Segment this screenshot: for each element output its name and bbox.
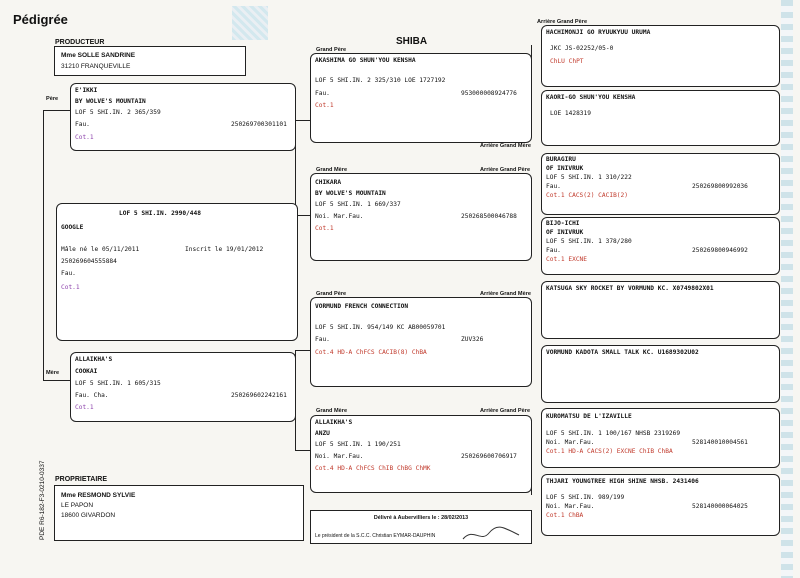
producer-name: Mme SOLLE SANDRINE <box>61 52 136 59</box>
producer-label: PRODUCTEUR <box>55 39 105 46</box>
label-agm-1: Arrière Grand Mère <box>480 143 531 149</box>
sire-lof: LOF 5 SHI.IN. 2 365/359 <box>75 109 161 116</box>
granddam-2-titles: HD-A ChFCS ChIB ChBG ChMK <box>337 465 431 472</box>
ggp2-cot: Cot.1 <box>546 192 565 199</box>
ggp4-name: KUROMATSU DE L'IZAVILLE <box>546 413 632 420</box>
ggm4-cot-line <box>546 513 583 519</box>
owner-label: PROPRIETAIRE <box>55 476 107 483</box>
label-grand-mere-2: Grand Mère <box>316 408 348 414</box>
ggp1-titles: ChLU ChPT <box>550 58 584 65</box>
label-agm-2: Arrière Grand Mère <box>480 291 531 297</box>
ggp2-chip: 250269800992036 <box>692 183 748 190</box>
granddam-1-chip: 250268500046788 <box>461 213 517 220</box>
ggm2-lof: LOF 5 SHI.IN. 1 378/280 <box>546 238 632 245</box>
ggp2-cot-line <box>546 193 628 199</box>
grandsire-1-color: Fau. <box>315 90 330 97</box>
page-title: Pédigrée <box>13 12 68 27</box>
ggp4-color: Noi. Mar.Fau. <box>546 439 595 446</box>
ggm2-chip: 250269800946992 <box>692 247 748 254</box>
label-pere: Père <box>46 96 59 102</box>
signature <box>461 525 521 543</box>
granddam-2-name-1: ALLAIKHA'S <box>315 419 353 426</box>
delivery-date: Délivré à Aubervilliers le : 28/02/2013 <box>373 515 469 521</box>
grandsire-1-name: AKASHIMA GO SHUN'YOU KENSHA <box>315 57 416 64</box>
ggm2-name-1: BIJO-ICHI <box>546 220 580 227</box>
ggp2-name-2: OF INIVRUK <box>546 165 584 172</box>
ggp4-cot: Cot.1 <box>546 448 565 455</box>
granddam-1-name-1: CHIKARA <box>315 179 342 186</box>
grandsire-2-card <box>310 297 532 387</box>
dam-color: Fau. Cha. <box>75 392 109 399</box>
subject-name: GOOGLE <box>61 224 84 231</box>
grandsire-2-titles: HD-A ChFCS CACIB(8) ChBA <box>337 349 427 356</box>
ggm4-name: THJARI YOUNGTREE HIGH SHINE NHSB. 2431406 <box>546 478 699 485</box>
ggp4-cot-line <box>546 449 673 455</box>
subject-card <box>56 203 298 341</box>
grandsire-2-cot: Cot.4 <box>315 349 334 356</box>
sire-name-1: E'IKKI <box>75 87 98 94</box>
grandsire-1-cot: Cot.1 <box>315 102 334 109</box>
owner-name: Mme RESMOND SYLVIE <box>61 492 136 499</box>
ggm1-lof: LOE 1428319 <box>550 110 591 117</box>
ggm2-name-2: OF INIVRUK <box>546 229 584 236</box>
label-mere: Mère <box>46 370 60 376</box>
granddam-2-cot: Cot.4 <box>315 465 334 472</box>
great-grandsire-1-card <box>541 25 780 87</box>
granddam-1-color: Noi. Mar.Fau. <box>315 213 364 220</box>
granddam-1-name-2: BY WOLVE'S MOUNTAIN <box>315 190 386 197</box>
president-line: Le président de la S.C.C. Christian EYMAR-DAUPHIN <box>315 533 436 539</box>
sire-chip: 250269700301101 <box>231 121 287 128</box>
label-grand-pere-2: Grand Père <box>316 291 347 297</box>
great-granddam-1-card <box>541 90 780 146</box>
great-grandsire-3-card <box>541 281 780 339</box>
dam-card <box>70 352 296 422</box>
subject-color: Fau. <box>61 270 76 277</box>
dam-chip: 250269602242161 <box>231 392 287 399</box>
granddam-2-lof: LOF 5 SHI.IN. 1 190/251 <box>315 441 401 448</box>
subject-lof: LOF 5 SHI.IN. 2990/448 <box>119 210 201 217</box>
ggp4-chip: 528140010004561 <box>692 439 748 446</box>
ggp2-titles: CACS(2) CACIB(2) <box>568 192 628 199</box>
producer-box <box>54 46 246 76</box>
granddam-2-name-2: ANZU <box>315 430 330 437</box>
ggp1-name: HACHIMONJI GO RYUUKYUU URUMA <box>546 29 651 36</box>
dam-cot: Cot.1 <box>75 404 94 411</box>
grandsire-2-color: Fau. <box>315 336 330 343</box>
subject-chip: 250269604555884 <box>61 258 117 265</box>
grandsire-2-cot-line <box>315 350 427 356</box>
owner-line-3: 18600 GIVARDON <box>61 512 116 519</box>
ggp4-titles: HD-A CACS(2) EXCNE ChIB ChBA <box>568 448 673 455</box>
granddam-2-card <box>310 415 532 493</box>
subject-cot: Cot.1 <box>61 284 80 291</box>
sire-cot: Cot.1 <box>75 134 94 141</box>
hologram-strip <box>781 0 793 578</box>
great-granddam-4-card <box>541 474 780 536</box>
grandsire-1-lof: LOF 5 SHI.IN. 2 325/310 LOE 1727192 <box>315 77 446 84</box>
label-grand-pere: Grand Père <box>316 47 347 53</box>
dam-lof: LOF 5 SHI.IN. 1 605/315 <box>75 380 161 387</box>
sire-color: Fau. <box>75 121 90 128</box>
ggm2-color: Fau. <box>546 247 561 254</box>
granddam-2-chip: 250269600706917 <box>461 453 517 460</box>
delivery-box <box>310 510 532 544</box>
subject-born: Mâle né le 05/11/2011 <box>61 246 140 253</box>
ggm4-lof: LOF 5 SHI.IN. 989/199 <box>546 494 625 501</box>
great-grandsire-2-card <box>541 153 780 215</box>
ggp1-lof: JKC JS-02252/05-0 <box>550 45 614 52</box>
granddam-2-color: Noi. Mar.Fau. <box>315 453 364 460</box>
ggm2-cot: Cot.1 <box>546 256 565 263</box>
granddam-1-lof: LOF 5 SHI.IN. 1 669/337 <box>315 201 401 208</box>
granddam-2-cot-line <box>315 466 431 472</box>
grandsire-2-chip: ZUV326 <box>461 336 484 343</box>
side-code: PDE R6-182-F3-0210-0337 <box>39 460 46 540</box>
owner-line-2: LE PAPON <box>61 502 94 509</box>
great-granddam-3-card <box>541 345 780 403</box>
label-agp-2: Arrière Grand Père <box>480 167 531 173</box>
breed-title: SHIBA <box>396 36 428 47</box>
ggm2-cot-line <box>546 257 587 263</box>
ggp4-lof: LOF 5 SHI.IN. 1 100/167 NHSB 2319269 <box>546 430 681 437</box>
ggm3-name: VORMUND KADOTA SMALL TALK KC. U1689302U02 <box>546 349 699 356</box>
grandsire-2-name: VORMUND FRENCH CONNECTION <box>315 303 409 310</box>
granddam-1-card <box>310 173 532 261</box>
ggp2-name-1: BURAGIRU <box>546 156 576 163</box>
grandsire-1-card <box>310 53 532 143</box>
ggm4-cot: Cot.1 <box>546 512 565 519</box>
label-grand-mere-1: Grand Mère <box>316 167 348 173</box>
hologram-seal <box>232 6 268 40</box>
sire-card <box>70 83 296 151</box>
dam-name-1: ALLAIKHA'S <box>75 356 113 363</box>
ggm4-titles: ChBA <box>568 512 584 519</box>
great-granddam-2-card <box>541 217 780 275</box>
sire-name-2: BY WOLVE'S MOUNTAIN <box>75 98 146 105</box>
label-agp-1: Arrière Grand Père <box>537 19 588 25</box>
ggp2-lof: LOF 5 SHI.IN. 1 310/222 <box>546 174 632 181</box>
dam-name-2: COOKAI <box>75 368 98 375</box>
ggm4-chip: 528140000064025 <box>692 503 748 510</box>
subject-registered: Inscrit le 19/01/2012 <box>185 246 264 253</box>
ggp2-color: Fau. <box>546 183 561 190</box>
producer-address: 31210 FRANQUEVILLE <box>61 63 131 70</box>
granddam-1-cot: Cot.1 <box>315 225 334 232</box>
ggm1-name: KAORI-GO SHUN'YOU KENSHA <box>546 94 636 101</box>
grandsire-1-chip: 953000008924776 <box>461 90 517 97</box>
ggp3-name: KATSUGA SKY ROCKET BY VORMUND KC. X0749802X01 <box>546 285 714 292</box>
ggm4-color: Noi. Mar.Fau. <box>546 503 595 510</box>
grandsire-2-lof: LOF 5 SHI.IN. 954/149 KC AB00059701 <box>315 324 446 331</box>
label-agp-3: Arrière Grand Père <box>480 408 531 414</box>
great-grandsire-4-card <box>541 408 780 468</box>
ggm2-titles: EXCNE <box>568 256 588 263</box>
owner-box <box>54 485 304 541</box>
